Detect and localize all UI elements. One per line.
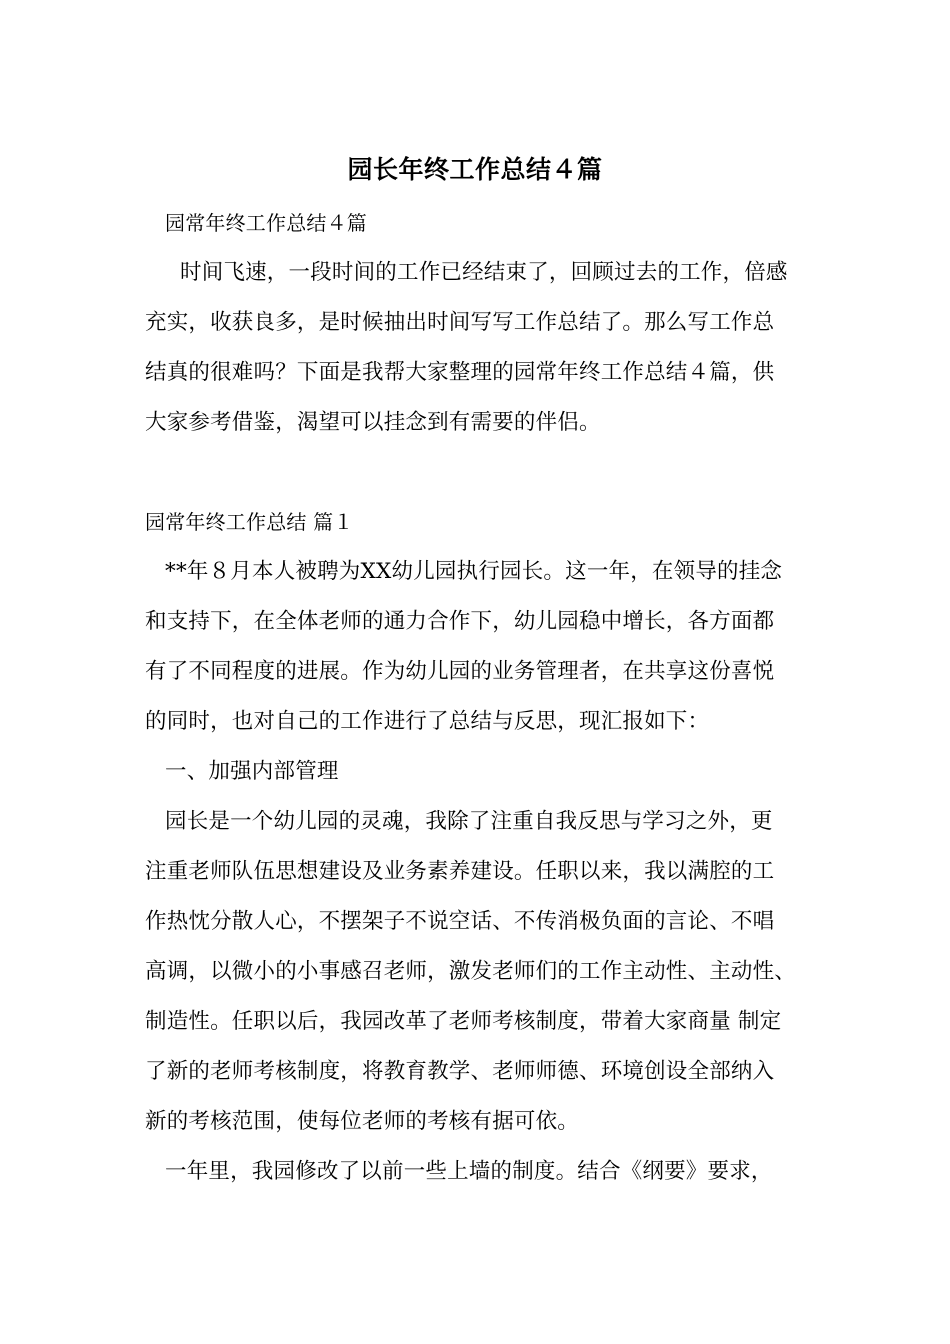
paragraph-line: 注重老师队伍思想建设及业务素养建设。任职以来，我以满腔的工 xyxy=(145,859,775,884)
paragraph-line: 一年里，我园修改了以前一些上墙的制度。结合《纲要》要求， xyxy=(165,1159,773,1184)
document-subtitle: 园常年终工作总结４篇 xyxy=(165,211,367,235)
paragraph-line: 新的考核范围，使每位老师的考核有据可依。 xyxy=(145,1109,580,1134)
paragraph-line: 园长是一个幼儿园的灵魂，我除了注重自我反思与学习之外，更 xyxy=(165,809,773,834)
section-body-line: 有了不同程度的进展。作为幼儿园的业务管理者，在共享这份喜悦 xyxy=(145,659,775,684)
paragraph-line: 制造性。任职以后，我园改革了老师考核制度，带着大家商量 制定 xyxy=(145,1009,782,1034)
paragraph-line: 作热忱分散人心，不摆架子不说空话、不传消极负面的言论、不唱 xyxy=(145,909,775,934)
section-title: 园常年终工作总结 篇１ xyxy=(145,510,354,534)
paragraph-line: 了新的老师考核制度，将教育教学、老师师德、环境创设全部纳入 xyxy=(145,1059,775,1084)
intro-line: 充实，收获良多，是时候抽出时间写写工作总结了。那么写工作总 xyxy=(145,310,775,335)
intro-line: 结真的很难吗？下面是我帮大家整理的园常年终工作总结４篇，供 xyxy=(145,360,775,385)
intro-line: 时间飞速，一段时间的工作已经结束了，回顾过去的工作，倍感 xyxy=(180,260,788,285)
intro-line: 大家参考借鉴，渴望可以挂念到有需要的伴侣。 xyxy=(145,410,601,435)
paragraph-line: 高调，以微小的小事感召老师，激发老师们的工作主动性、主动性、 xyxy=(145,959,797,984)
document-title: 园长年终工作总结４篇 xyxy=(347,155,603,184)
section-body-line: 和支持下，在全体老师的通力合作下，幼儿园稳中增长，各方面都 xyxy=(145,609,775,634)
section-body-line: 的同时，也对自己的工作进行了总结与反思，现汇报如下： xyxy=(145,709,710,734)
heading-internal-management: 一、加强内部管理 xyxy=(165,759,339,784)
section-body-line: **年８月本人被聘为XX幼儿园执行园长。这一年，在领导的挂念 xyxy=(165,559,783,584)
